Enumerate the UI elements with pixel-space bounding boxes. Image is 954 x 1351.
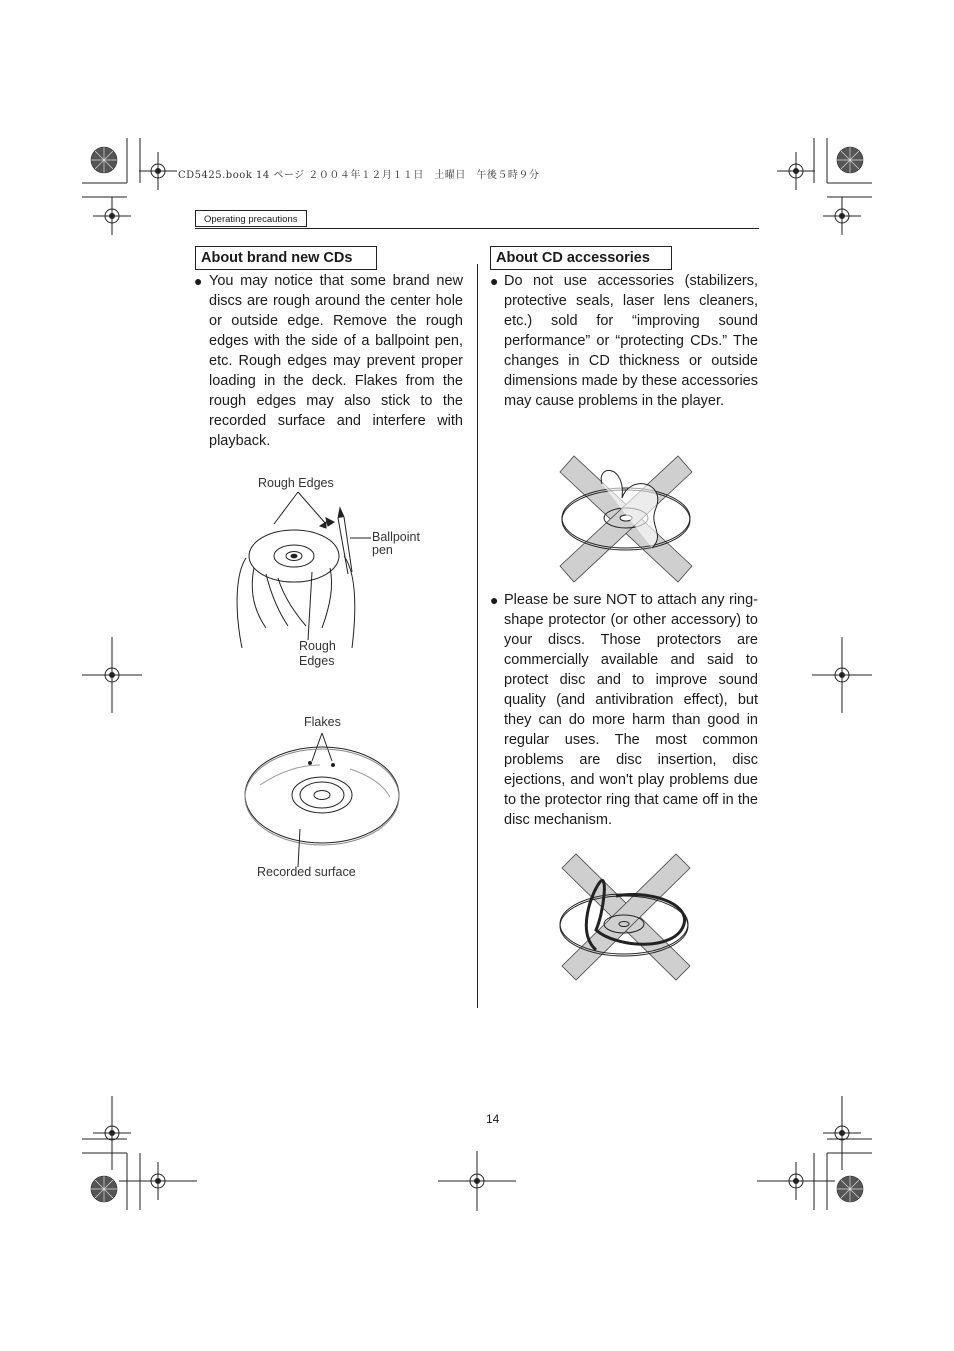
bullet-icon: ● — [490, 273, 499, 289]
ring-protector-paragraph: Please be sure NOT to attach any ring-shape protector (or other accessory) to your discs. Those protectors are commercially available and said to protect disc and to improve sound quality (and antivibration effect), but they can do more harm than good in regular uses. The most common problems are disc insertion, disc ejections, and won't play problems due to the protector ring that came off in the disc mechanism. — [504, 592, 758, 828]
section-tab: Operating precautions — [195, 210, 307, 227]
pen-label: pen — [372, 543, 393, 557]
recorded-surface-label: Recorded surface — [257, 865, 356, 879]
bullet-icon: ● — [194, 273, 203, 289]
rough-edges-label-top: Rough Edges — [258, 476, 334, 490]
figure-no-accessories — [556, 454, 696, 584]
rough-label-bottom: Rough — [299, 639, 336, 653]
figure-no-ring-protector — [556, 852, 696, 982]
flakes-label: Flakes — [304, 715, 341, 729]
ballpoint-label: Ballpoint — [372, 530, 420, 544]
brand-new-cds-paragraph: You may notice that some brand new discs are rough around the center hole or outside edge. Remove the rough edges with the side of a ballpoint pen, etc. Rough edges may prevent proper loading in the deck. Flakes from the rough edges may also stick to the recorded surface and interfere with playback. — [209, 273, 463, 449]
print-header: CD5425.book 14 ページ ２００４年１２月１１日 土曜日 午後５時９分 — [178, 170, 540, 181]
bullet-icon: ● — [490, 592, 499, 608]
heading-brand-new-cds: About brand new CDs — [195, 246, 377, 270]
page-number: 14 — [486, 1112, 500, 1126]
figure-flakes-disc — [240, 725, 410, 875]
column-divider — [477, 264, 478, 1008]
edges-label-bottom: Edges — [299, 654, 335, 668]
header-rule — [195, 228, 759, 229]
heading-cd-accessories: About CD accessories — [490, 246, 672, 270]
figure-rough-edges — [226, 478, 456, 678]
accessories-paragraph: Do not use accessories (stabilizers, protective seals, laser lens cleaners, etc.) sold for “improving sound performance” or “protecting CDs.” The changes in CD thickness or outside dimensions made by these accessories may cause problems in the player. — [504, 273, 758, 409]
